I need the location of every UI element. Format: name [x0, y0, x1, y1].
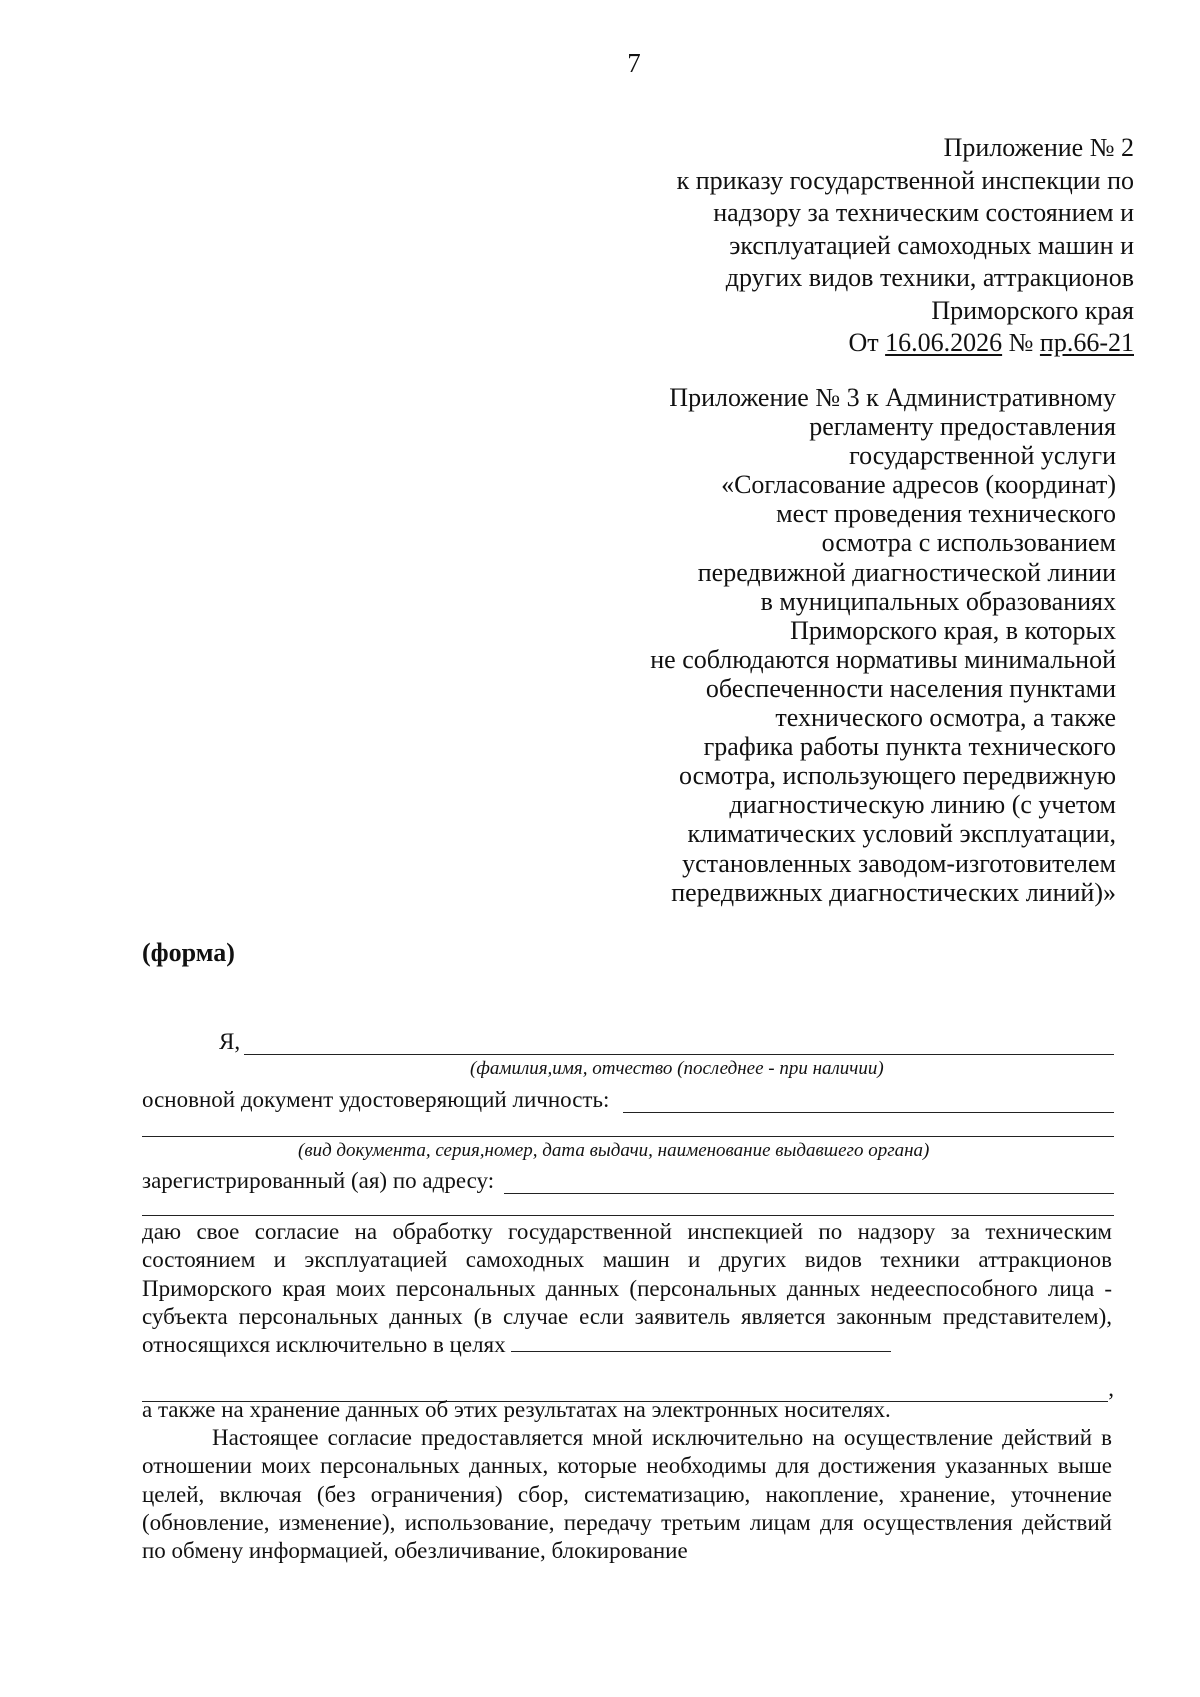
regulation-header-line: передвижной диагностической линии — [697, 557, 1116, 587]
regulation-header-line: регламенту предоставления — [809, 412, 1116, 442]
address-row — [142, 1164, 1114, 1194]
regulation-header-line: в муниципальных образованиях — [760, 586, 1116, 616]
purpose-comma: , — [1108, 1376, 1114, 1401]
regulation-header-line: осмотра с использованием — [821, 528, 1116, 558]
document-field[interactable] — [623, 1090, 1114, 1113]
order-reference — [677, 327, 1134, 360]
i-label: Я, — [219, 1029, 241, 1054]
regulation-header-line: технического осмотра, а также — [775, 703, 1116, 733]
order-number-sign: № — [1008, 328, 1034, 357]
fio-row — [142, 1025, 1114, 1055]
document-hint: (вид документа, серия,номер, дата выдачи, наименование выдавшего органа) — [298, 1140, 930, 1161]
document-label: основной документ удостоверяющий личность: — [142, 1087, 610, 1112]
order-prefix: От — [848, 328, 879, 357]
attachment-header-line: Приложение № 2 — [943, 133, 1134, 162]
regulation-header-line: климатических условий эксплуатации, — [687, 819, 1116, 849]
regulation-header-line: «Согласование адресов (координат) — [721, 470, 1116, 500]
form-label: (форма) — [142, 938, 235, 967]
page-number: 7 — [627, 48, 641, 78]
storage-paragraph: а также на хранение данных об этих результатах на электронных носителях. — [142, 1397, 891, 1422]
regulation-header-line: установленных заводом-изготовителем — [682, 848, 1116, 878]
regulation-header-line: графика работы пункта технического — [703, 732, 1116, 762]
consent-paragraph — [142, 1218, 1112, 1359]
fio-hint: (фамилия,имя, отчество (последнее - при наличии) — [470, 1058, 884, 1079]
document-field-line-2[interactable] — [142, 1136, 1114, 1137]
attachment-header-line: надзору за техническим состоянием и — [713, 198, 1134, 227]
regulation-header-line: обеспеченности населения пунктами — [705, 673, 1116, 703]
consent-text: даю свое согласие на обработку государственной инспекцией по надзору за техническим состоянием и эксплуатацией самоходных машин и других видов техники аттракционов Приморского края моих персональных данных (персональных данных недееспособного лица - субъекта персональных данных (в случае если заявитель является законным представителем), относящихся исключительно в целях — [142, 1219, 1112, 1358]
attachment-header — [677, 132, 1134, 360]
attachment-header-line: Приморского края — [931, 295, 1134, 325]
regulation-header-line: осмотра, использующего передвижную — [679, 761, 1116, 791]
address-field-line-2[interactable] — [142, 1215, 1114, 1216]
order-date: 16.06.2026 — [885, 328, 1003, 357]
order-number: пр.66-21 — [1039, 328, 1134, 357]
regulation-header-line: Приложение № 3 к Административному — [669, 383, 1116, 412]
regulation-header-line: государственной услуги — [849, 441, 1116, 471]
regulation-header — [650, 383, 1116, 907]
regulation-header-line: мест проведения технического — [776, 499, 1116, 529]
regulation-header-line: диагностическую линию (с учетом — [729, 790, 1116, 820]
regulation-header-line: не соблюдаются нормативы минимальной — [650, 644, 1116, 674]
document-row — [142, 1083, 1114, 1113]
purpose-field[interactable] — [511, 1333, 891, 1352]
address-label: зарегистрированный (ая) по адресу: — [142, 1168, 495, 1193]
fio-field[interactable] — [244, 1032, 1114, 1055]
scope-paragraph: Настоящее согласие предоставляется мной исключительно на осуществление действий в отношении моих персональных данных, которые необходимы для достижения указанных выше целей, включая (без ограничения) сбор, систематизацию, накопление, хранение, уточнение (обновление, изменение), использование, передачу третьим лицам для осуществления действий по обмену информацией, обезличивание, блокирование — [142, 1425, 1112, 1564]
regulation-header-line: передвижных диагностических линий)» — [671, 877, 1116, 907]
attachment-header-line: эксплуатацией самоходных машин и — [729, 230, 1134, 260]
attachment-header-line: других видов техники, аттракционов — [725, 263, 1134, 292]
attachment-header-line: к приказу государственной инспекции по — [676, 165, 1134, 195]
regulation-header-line: Приморского края, в которых — [790, 615, 1116, 645]
address-field[interactable] — [504, 1171, 1114, 1194]
